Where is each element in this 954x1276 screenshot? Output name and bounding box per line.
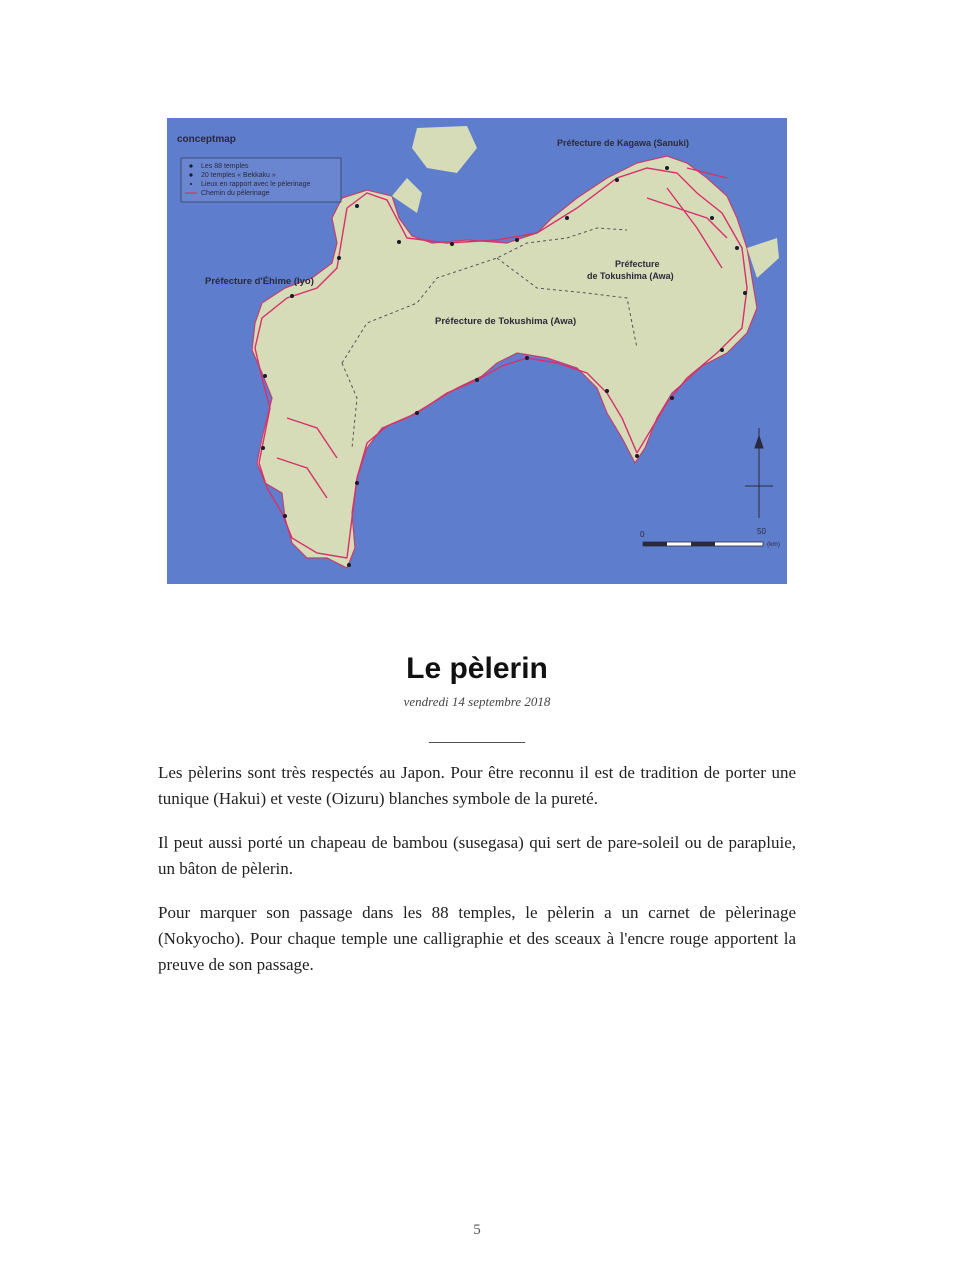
- page-number: 5: [473, 1222, 481, 1238]
- label-tokushima-east-2: de Tokushima (Awa): [587, 271, 674, 281]
- scale-start: 0: [640, 530, 645, 539]
- legend-bekkaku: 20 temples « Bekkaku »: [201, 172, 276, 179]
- label-ehime: Préfecture d'Éhime (Iyo): [205, 276, 314, 287]
- paragraph: Les pèlerins sont très respectés au Japon. Pour être reconnu il est de tradition de porter une tunique (Hakui) et veste (Oizuru) blanches symbole de la pureté.: [158, 763, 796, 808]
- paragraph: Pour marquer son passage dans les 88 temples, le pèlerin a un carnet de pèlerinage (Nokyocho). Pour chaque temple une calligraphie et des sceaux à l'encre rouge apportent la preuve de son passage.: [158, 903, 796, 974]
- shikoku-pilgrimage-map: [167, 118, 787, 584]
- legend-route: Chemin du pèlerinage: [201, 190, 270, 197]
- map-legend: [181, 158, 341, 202]
- article-date: vendredi 14 septembre 2018: [403, 694, 551, 709]
- legend-places: Lieux en rapport avec le pèlerinage: [201, 181, 311, 188]
- paragraph: Il peut aussi porté un chapeau de bambou (susegasa) qui sert de pare-soleil ou de parapluie, un bâton de pèlerin.: [158, 833, 796, 878]
- label-kagawa: Préfecture de Kagawa (Sanuki): [557, 138, 690, 148]
- map-brand: conceptmap: [177, 134, 236, 145]
- label-tokushima-east-1: Préfecture: [615, 259, 660, 269]
- label-tokushima-main: Préfecture de Tokushima (Awa): [435, 316, 577, 327]
- legend-temples: Les 88 temples: [201, 163, 249, 170]
- scale-unit: (km): [767, 541, 780, 548]
- scale-end: 50: [757, 527, 766, 536]
- title-separator: ____________: [429, 728, 525, 745]
- article-body: [158, 760, 796, 996]
- article-title: Le pèlerin: [406, 652, 548, 685]
